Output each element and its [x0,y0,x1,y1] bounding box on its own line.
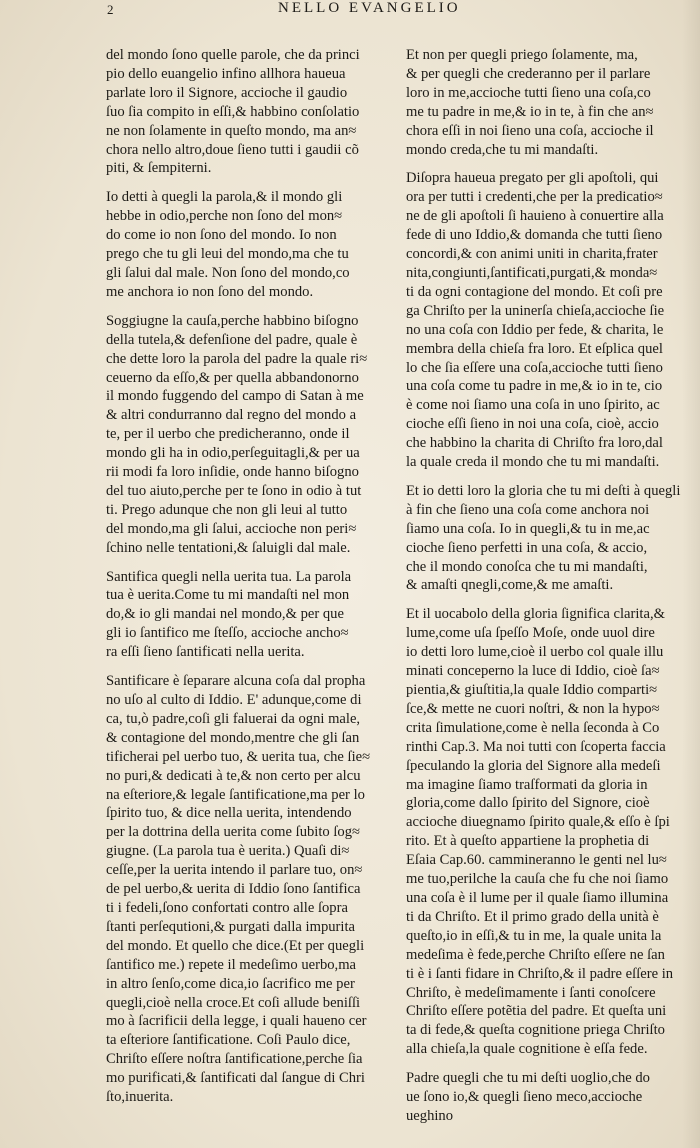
text-line: chora nello altro,doue ſieno tutti i gaudii cõ [106,141,359,158]
text-line: hebbe in odio,perche non ſono del mon≈ [106,208,343,225]
text-line: pio dello euangelio infino allhora haueua [106,65,346,82]
text-line: ti i fedeli,ſono confortati contro alle ſopra [106,899,348,916]
text-line: per la dottrina della uerita come ſubito ſog≈ [106,824,360,841]
text-line: rito. Et à queſto appartiene la prophetia di [406,833,650,850]
text-line: ta eſteriore ſantificatione. Coſi Paulo dice, [106,1032,351,1049]
text-line: mondo creda,che tu mi mandaſti. [406,141,599,158]
text-line: della tutela,& defenſione del padre, quale è [106,331,358,348]
text-line: gli ſalui dal male. Non ſono del mondo,co [106,264,350,281]
text-line: Et non per quegli priego ſolamente, ma, [406,47,638,63]
left-column-paragraph [106,568,399,663]
text-line: ſchino nelle tentationi,& ſaluigli dal male. [106,539,351,556]
text-line: Chriſto eſſere potẽtia del padre. Et queſta uni [406,1003,667,1020]
text-line: del mondo. Et quello che dice.(Et per quegli [106,937,365,954]
text-line: Soggiugne la cauſa,perche habbino biſogno [106,312,359,329]
text-line: che habbino la charita di Chriſto fra loro,dal [406,435,663,452]
text-line: medeſima è fede,perche Chriſto eſſere ne ſan [406,946,665,963]
text-line: concordi,& con animi uniti in charita,frater [406,246,658,263]
text-line: ti da Chriſto. Et il primo grado della unità è [406,908,659,925]
text-line: rinthi Cap.3. Ma noi tutti con ſcoperta faccia [406,738,666,755]
text-line: Santifica quegli nella uerita tua. La parola [106,568,352,585]
text-line: cioche ſieno perfetti in una coſa, & accio, [406,539,648,556]
text-line: Chriſto, è medeſimamente i ſanti conoſcere [406,984,656,1001]
text-line: gloria,come dallo ſpirito del Signore, cioè [406,795,650,812]
text-line: ta di fede,& queſta cognitione priega Chriſto [406,1022,665,1039]
text-line: ſce,& mette ne cuori noſtri, & non la hypo≈ [406,700,660,717]
text-line: cioche eſſi ſieno in noi una coſa, cioè, accio [406,416,659,433]
text-line: in altro ſenſo,come dica,io ſacrifico me per [106,975,355,992]
text-line: ſiamo una coſa. Io in quegli,& tu in me,ac [406,520,650,537]
text-line: del mondo ſono quelle parole, che da princi [106,47,360,63]
text-line: na eſteriore,& legale ſantificatione,ma per lo [106,786,365,803]
text-line: giugne. (La parola tua è uerita.) Quaſi di≈ [106,843,350,860]
text-line: una coſa come tu padre in me,& io in te, cio [406,378,663,395]
page-edge-shadow [682,0,700,1148]
text-line: che il mondo conoſca che tu mi mandaſti, [406,558,648,575]
text-line: il mondo fuggendo del campo di Satan à me [106,388,364,405]
text-line: ſtanti perſequtioni,& purgati dalla impurita [106,918,355,935]
text-line: me tu padre in me,& io in te, à fin che an≈ [406,103,654,120]
text-line: & altri condurranno dal regno del mondo a [106,407,357,424]
text-line: loro in me,accioche tutti ſieno una coſa,co [406,84,651,101]
right-column [406,46,682,1136]
right-column-paragraph [406,169,682,472]
text-line: piti, & ſempiterni. [106,160,212,177]
text-line: & amaſti qnegli,come,& me amaſti. [406,577,614,594]
running-head: NELLO EVANGELIO [278,0,461,16]
text-line: Et il uocabolo della gloria ſignifica clarita,& [406,606,665,623]
text-line: ora per tutti i credenti,che per la predicatio≈ [406,189,663,206]
text-line: ti da ogni contagione del mondo. Et coſi pre [406,283,663,300]
text-line: minati conceperno la luce di Iddio, cioè ſa≈ [406,663,660,680]
text-line: membra della chieſa fra loro. Et eſplica quel [406,340,663,357]
text-line: lo che ſia eſſere una coſa,accioche tutti ſieno [406,359,663,376]
left-column-paragraph [106,312,399,558]
text-line: accioche diuegnamo ſpirito quale,& eſſo è ſpi [406,814,670,831]
text-line: ceuerno da eſſo,& per quella abbandonorno [106,369,359,386]
text-line: no puri,& dedicati à te,& non certo per alcu [106,767,361,784]
text-line: mo purificati,& ſantificati dal ſangue di Chri [106,1070,365,1087]
right-column-paragraph [406,482,682,595]
text-line: ti. Prego adunque che non gli leui al tutto [106,501,348,518]
text-line: Chriſto eſſere noſtra ſantificatione,perche ſia [106,1051,363,1068]
text-line: ueghino [406,1107,454,1124]
text-line: crita ſimulatione,come è nella ſeconda à Co [406,719,660,736]
right-column-paragraph [406,46,682,159]
text-line: ſpirito tuo, & dice nella uerita, intendendo [106,805,352,822]
text-line: de pel uerbo,& uerita di Iddio ſono ſantifica [106,881,361,898]
text-line: chora eſſi in noi ſieno una coſa, accioche il [406,122,654,139]
text-line: parlate loro il Signore, accioche il gaudio [106,84,348,101]
text-line: ti è i ſanti fidare in Chriſto,& il padre eſſere in [406,965,674,982]
text-line: che dette loro la parola del padre la quale ri≈ [106,350,368,367]
text-line: mondo gli ha in odio,perſeguitagli,& per ua [106,445,360,462]
text-line: rii modi fa loro inſidie, onde hanno biſogno [106,464,359,481]
text-line: mo à ſacrificii della legge, i quali haueno cer [106,1013,367,1030]
left-column-paragraph [106,46,399,178]
text-line: del tuo aiuto,perche per te ſono in odio à tut [106,482,362,499]
text-line: me anchora io non ſono del mondo. [106,283,314,300]
text-line: Io detti à quegli la parola,& il mondo gli [106,189,343,206]
text-line: ma imagine ſiamo traſformati da gloria in [406,776,648,793]
text-line: gli io ſantifico me ſteſſo, accioche ancho≈ [106,625,349,642]
right-column-paragraph [406,605,682,1059]
text-line: queſto,io in eſſi,& tu in me, la quale unita la [406,927,662,944]
text-line: ra eſſi ſieno ſantificati nella uerita. [106,644,305,661]
text-line: ne non ſolamente in queſto mondo, ma an≈ [106,122,357,139]
text-line: è come noi ſiamo una coſa in uno ſpirito, ac [406,397,660,414]
text-line: pientia,& giuſtitia,la quale Iddio comparti≈ [406,682,658,698]
text-line: Eſaia Cap.60. cammineranno le genti nel lu≈ [406,852,667,869]
text-line: ſto,inuerita. [106,1089,174,1106]
text-line: Santificare è ſeparare alcuna coſa dal propha [106,673,366,690]
text-line: ne de gli apoſtoli ſi hauieno à conuertire alla [406,208,664,225]
page-number: 2 [107,2,114,17]
text-line: la quale creda il mondo che tu mi mandaſti. [406,454,660,471]
text-line: Padre quegli che tu mi deſti uoglio,che do [406,1070,650,1087]
text-line: tificherai pel uerbo tuo, & uerita tua, che ſie≈ [106,748,371,765]
text-line: ſantifico me.) repete il medeſimo uerbo,ma [106,956,357,973]
text-line: del mondo,ma gli ſalui, accioche non peri≈ [106,520,357,537]
text-line: & per quegli che crederanno per il parlare [406,65,651,82]
text-line: do,& io gli mandai nel mondo,& per que [106,606,344,623]
left-column [106,46,399,1117]
text-line: una coſa è il lume per il quale ſiamo illumina [406,889,669,906]
text-line: ceſſe,per la uerita intendo il parlare tuo, on≈ [106,862,363,879]
text-line: ſuo ſia compito in eſſi,& habbino conſolatio [106,103,360,120]
left-column-paragraph [106,188,399,301]
text-line: ca, tu,ò padre,coſi gli faluerai da ogni male, [106,710,361,727]
text-line: alla chieſa,la quale cognitione è eſſa fede. [406,1041,648,1058]
text-line: te, per il uerbo che predicheranno, onde il [106,426,350,443]
text-line: do come io non ſono del mondo. Io non [106,227,337,244]
text-line: no uſo al culto di Iddio. E' adunque,come di [106,692,362,708]
text-line: io detti loro lume,cioè il uerbo col quale illu [406,644,664,661]
text-line: nita,congiunti,ſantificati,purgati,& monda≈ [406,264,658,281]
text-line: ſpeculando la gloria del Signore alla medeſi [406,757,661,774]
right-column-paragraph [406,1069,682,1126]
left-column-paragraph [106,672,399,1107]
text-line: à fin che ſieno una coſa come anchora noi [406,501,650,518]
text-line: fede di uno Iddio,& domanda che tutti ſieno [406,227,663,244]
text-line: tua è uerita.Come tu mi mandaſti nel mon [106,587,350,604]
text-line: ga Chriſto per la uninerſa chieſa,accioche ſie [406,302,665,319]
text-line: me tuo,perilche la cauſa che fu che noi ſiamo [406,871,669,888]
text-line: no una coſa con Iddio per fede, & charita, le [406,321,664,338]
text-line: ue ſono io,& quegli ſieno meco,accioche [406,1089,643,1106]
text-line: prego che tu gli leui del mondo,ma che tu [106,246,349,263]
text-line: & contagione del mondo,mentre che gli ſan [106,729,360,746]
text-line: quegli,cioè nella croce.Et coſi allude beniſſi [106,994,361,1011]
text-line: lume,come uſa ſpeſſo Moſe, onde uuol dire [406,625,655,642]
text-line: Diſopra haueua pregato per gli apoſtoli, qui [406,170,659,187]
text-line: Et io detti loro la gloria che tu mi deſti à quegli [406,482,681,499]
